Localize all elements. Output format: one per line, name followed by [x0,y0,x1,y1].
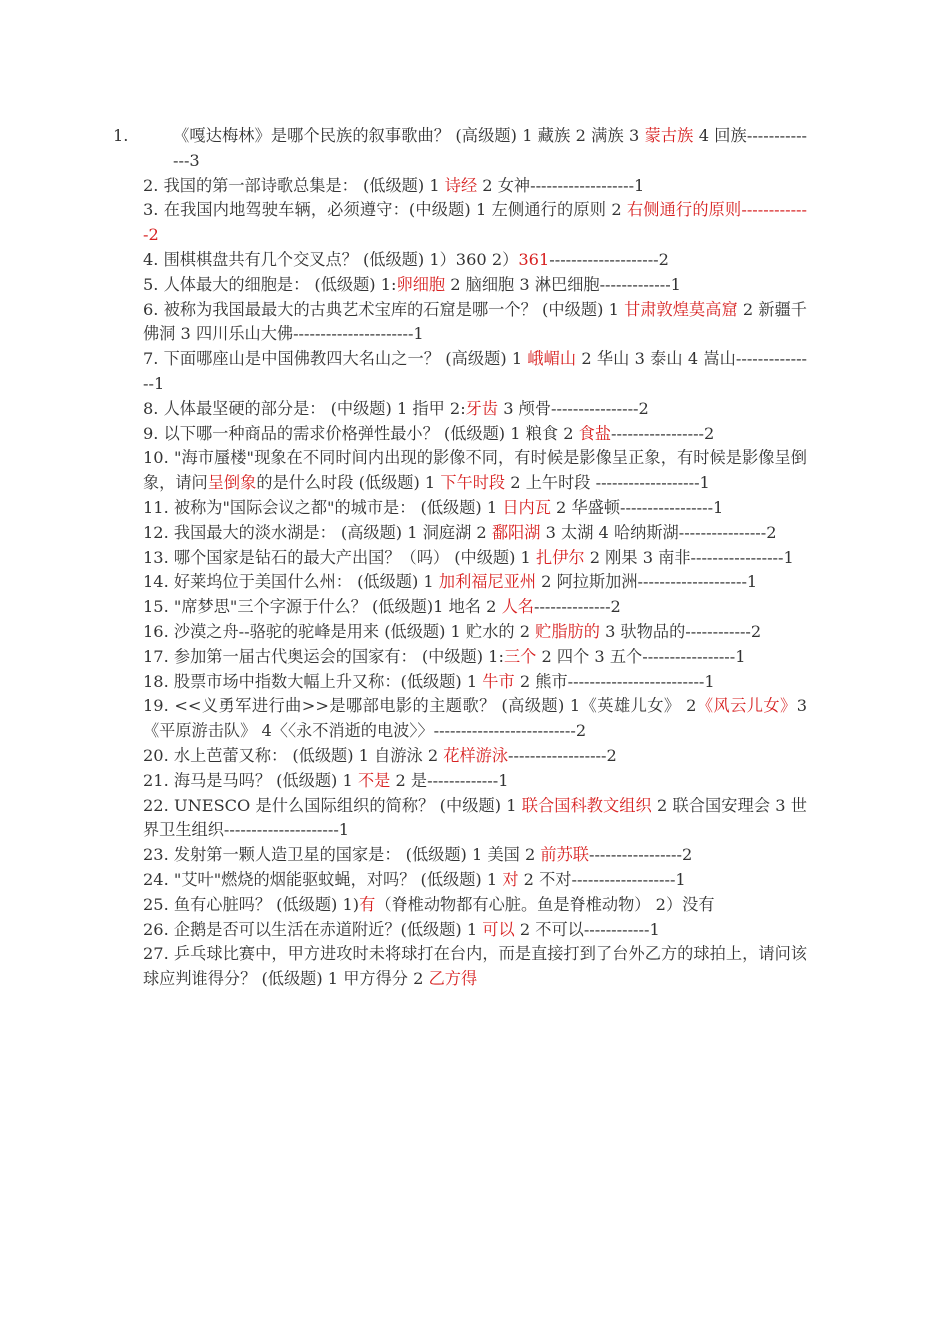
question-item [143,496,807,521]
question-text: 的是什么时段 (低级题) 1 [256,473,441,493]
answer-highlight: 蒙古族 [644,126,694,145]
answer-highlight: 鄱阳湖 [491,522,541,542]
question-text: 27. 乒乓球比赛中，甲方进攻时未将球打在台内，而是直接打到了台外乙方的球拍上，请问该球应判谁得分？ (低级题) 1 甲方得分 2 [143,944,807,989]
question-text: 26. 企鹅是否可以生活在赤道附近？(低级题) 1 [143,919,483,939]
question-text: （脊椎动物都有心脏。鱼是脊椎动物） 2）没有 [375,894,715,914]
answer-highlight: 不是 [357,770,391,790]
question-item [143,843,807,868]
question-text: 2. 我国的第一部诗歌总集是： (低级题) 1 [143,175,445,195]
question-text: 2 联合国安理会 3 世界卫生组织---------------------1 [143,795,807,840]
question-text: --------------2 [533,597,621,617]
question-text: 22. UNESCO 是什么国际组织的简称？ (中级题) 1 [143,795,522,815]
question-text: 8. 人体最坚硬的部分是： (中级题) 1 指甲 2: [143,398,466,418]
question-item [143,645,807,670]
question-text: 2 华盛顿-----------------1 [550,497,724,517]
question-text: 4 回族--------------3 [173,126,808,170]
answer-highlight: 有 [359,894,376,914]
question-text: 3 驮物品的------------2 [599,621,762,641]
question-text: 3 颅骨----------------2 [498,398,649,418]
question-item [143,694,807,744]
question-list [113,124,808,992]
question-item [143,570,807,595]
question-text: 2 熊市-------------------------1 [514,671,715,691]
answer-highlight: 日内瓦 [502,497,551,517]
question-text: 5. 人体最大的细胞是： (低级题) 1: [143,274,397,294]
answer-highlight: 对 [502,869,519,889]
answer-highlight: 诗经 [444,175,478,195]
question-text: 3 太湖 4 哈纳斯湖----------------2 [540,522,777,542]
question-text: 2 不对-------------------1 [518,869,686,889]
question-text: 2 阿拉斯加洲--------------------1 [536,572,758,592]
question-text: 18. 股票市场中指数大幅上升又称：(低级题) 1 [143,671,483,691]
question-text: 23. 发射第一颗人造卫星的国家是： (低级题) 1 美国 2 [143,845,541,865]
question-item [143,397,807,422]
answer-highlight: 三个 [503,646,537,666]
question-text: 3《平原游击队》 4〈〈永不消逝的电波〉〉--------------------------2 [143,696,808,741]
question-text: 16. 沙漠之舟--骆驼的驼峰是用来 (低级题) 1 贮水的 2 [143,621,536,641]
question-text: 25. 鱼有心脏吗？ (低级题) 1) [143,894,360,914]
question-item [143,868,807,893]
question-text: 2 是-------------1 [390,770,509,790]
answer-highlight: 牛市 [482,671,515,691]
question-text: 14. 好莱坞位于美国什么州： (低级题) 1 [143,572,439,592]
question-text: --------------------2 [549,249,669,269]
question-text: 2 脑细胞 3 淋巴细胞-------------1 [445,274,681,294]
answer-highlight: 贮脂肪的 [535,621,600,641]
answer-highlight: 361 [518,249,550,269]
answer-highlight: 卵细胞 [396,274,446,294]
answer-highlight: 食盐 [578,423,612,443]
answer-highlight: 甘肃敦煌莫高窟 [624,299,738,319]
answer-highlight: 联合国科教文组织 [521,795,652,815]
question-item [143,620,807,645]
question-item [143,446,807,496]
question-item [143,521,807,546]
question-item [143,744,807,769]
question-item [143,918,807,943]
question-item [143,198,807,248]
question-text: 19. <<义勇军进行曲>>是哪部电影的主题歌？ (高级题) 1《英雄儿女》 2 [143,696,697,716]
answer-highlight: 人名 [501,597,534,617]
question-item [143,670,807,695]
question-item [143,273,807,298]
question-text: 2 新疆千佛洞 3 四川乐山大佛----------------------1 [143,299,807,344]
question-text: 2 四个 3 五个-----------------1 [536,646,746,666]
question-text: 24. "艾叶"燃烧的烟能驱蚊蝇，对吗？ (低级题) 1 [143,869,503,889]
question-text: 11. 被称为"国际会议之都"的城市是： (低级题) 1 [143,497,503,517]
answer-highlight: 牙齿 [465,398,499,418]
question-text: 13. 哪个国家是钻石的最大产出国？（吗） (中级题) 1 [143,547,537,567]
question-text: 9. 以下哪一种商品的需求价格弹性最小？ (低级题) 1 粮食 2 [143,423,579,443]
question-item [143,546,807,571]
question-item [143,298,807,348]
answer-highlight: 下午时段 [440,473,506,493]
question-text: 12. 我国最大的淡水湖是： (高级题) 1 洞庭湖 2 [143,522,492,542]
answer-highlight: 前苏联 [540,845,589,865]
answer-highlight: 《风云儿女》 [696,696,797,716]
list-number: 1. [113,126,129,145]
answer-highlight: 乙方得 [428,969,478,989]
question-item [113,124,808,174]
question-text: 2 女神-------------------1 [477,175,645,195]
question-item [143,174,807,199]
answer-highlight: 加利福尼亚州 [438,572,537,592]
question-item [143,347,807,397]
question-text: 17. 参加第一届古代奥运会的国家有： (中级题) 1: [143,646,504,666]
question-item [143,595,807,620]
question-text: -----------------2 [611,423,715,443]
answer-highlight: 可以 [482,919,515,939]
question-text: ------------------2 [508,745,617,765]
question-text: 《嘎达梅林》是哪个民族的叙事歌曲？ (高级题) 1 藏族 2 满族 3 [173,126,645,145]
question-text: 4. 围棋棋盘共有几个交叉点？ (低级题) 1）360 2） [143,249,519,269]
question-item [143,893,807,918]
question-item [143,248,807,273]
question-text: 2 上午时段 -------------------1 [505,473,710,493]
question-text: 3. 在我国内地驾驶车辆，必须遵守：(中级题) 1 左侧通行的原则 2 [143,200,627,220]
answer-highlight: 花样游泳 [443,745,509,765]
question-item [143,794,807,844]
answer-highlight: 右侧通行的原则-------------2 [143,200,807,245]
question-item [143,942,807,992]
question-text: 21. 海马是马吗？ (低级题) 1 [143,770,358,790]
answer-highlight: 扎伊尔 [536,547,585,567]
question-item [143,422,807,447]
answer-highlight: 峨嵋山 [527,349,577,369]
answer-highlight: 呈倒象 [207,473,257,493]
question-text: 15. "席梦思"三个字源于什么？ (低级题)1 地名 2 [143,597,502,617]
question-text: 10. "海市蜃楼"现象在不同时间内出现的影像不同，有时候是影像呈正象，有时候是影像呈倒象，请问 [143,448,807,493]
question-text: 6. 被称为我国最最大的古典艺术宝库的石窟是哪一个？ (中级题) 1 [143,299,625,319]
question-text: 7. 下面哪座山是中国佛教四大名山之一？ (高级题) 1 [143,349,528,369]
question-text: 2 不可以------------1 [514,919,660,939]
question-text: 2 华山 3 泰山 4 嵩山---------------1 [143,349,808,393]
question-text: 20. 水上芭蕾又称： (低级题) 1 自游泳 2 [143,745,444,765]
question-text: 2 刚果 3 南非-----------------1 [584,547,794,567]
question-item [143,769,807,794]
question-text: -----------------2 [588,845,693,865]
